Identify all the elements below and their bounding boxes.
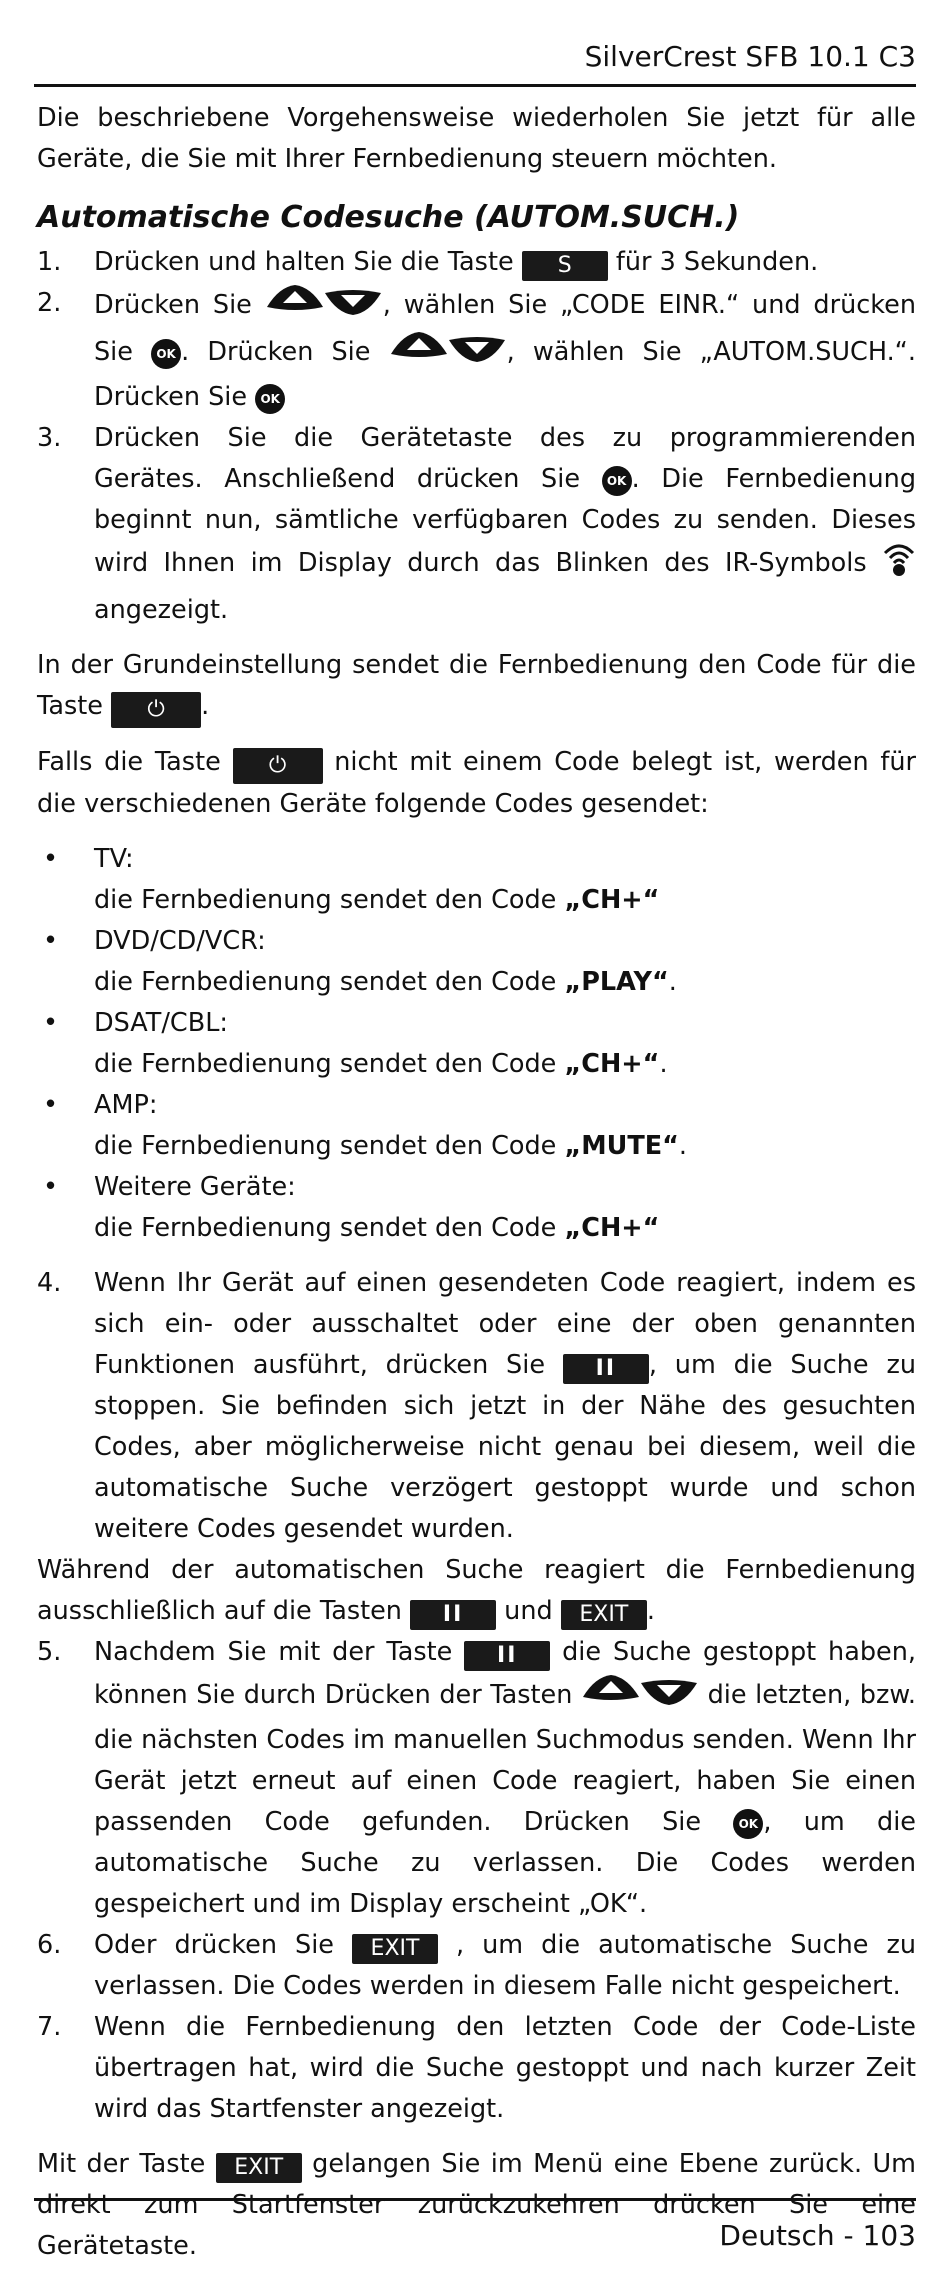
device-text: die Fernbedienung sendet den Code: [94, 1213, 565, 1243]
device-item: [37, 1003, 916, 1085]
exit-key-icon: EXIT: [352, 1934, 438, 1964]
exit-key-icon: EXIT: [561, 1600, 647, 1630]
up-down-arrows-icon: [265, 283, 383, 330]
paragraph-text: und: [496, 1596, 561, 1626]
paragraph-text: Mit der Taste: [37, 2149, 216, 2179]
device-code: „PLAY“: [564, 967, 669, 997]
falls-paragraph: [37, 742, 916, 825]
device-item: [37, 1085, 916, 1167]
power-key-icon: ⏻: [233, 748, 323, 784]
device-code: „MUTE“: [564, 1131, 679, 1161]
step-text: , um die automatische Suche zu verlassen. Die Codes werden gespeichert und im Display erscheint „OK“.: [94, 1807, 916, 1919]
step-text: Drücken und halten Sie die Taste: [94, 247, 522, 277]
up-down-arrows-icon: [581, 1673, 699, 1720]
step-text: . Drücken Sie: [181, 337, 389, 367]
step-text: Wenn die Fernbedienung den letzten Code der Code-Liste übertragen hat, wird die Suche gestoppt und nach kurzer Zeit wird das Startfenster angezeigt.: [94, 2012, 916, 2124]
step-number: 1.: [37, 247, 62, 277]
step-text: , um die Suche zu stoppen. Sie befinden sich jetzt in der Nähe des gesuchten Codes, aber möglicherweise nicht genau bei diesem, weil die automatische Suche verzögert gestoppt wurde und schon weitere Codes gesendet wurden.: [94, 1350, 916, 1544]
device-text: die Fernbedienung sendet den Code: [94, 967, 565, 997]
paragraph-text: Falls die Taste: [37, 747, 233, 777]
device-name: AMP:: [94, 1090, 158, 1120]
exit-key-icon: EXIT: [216, 2153, 302, 2183]
paragraph-text: .: [201, 691, 210, 721]
waehrend-paragraph: [37, 1550, 916, 1632]
power-key-icon: ⏻: [111, 692, 201, 728]
up-down-arrows-icon: [389, 330, 507, 377]
device-name: DVD/CD/VCR:: [94, 926, 266, 956]
device-end: .: [668, 967, 677, 997]
device-code-list: [37, 839, 916, 1249]
paragraph-text: In der Grundeinstellung sendet die Fernbedienung den Code für die Taste: [37, 650, 916, 721]
device-code-line: [94, 880, 916, 921]
step-number: 6.: [37, 1930, 62, 1960]
bullet: •: [43, 844, 59, 874]
bullet: •: [43, 1008, 59, 1038]
intro-paragraph: Die beschriebene Vorgehensweise wiederholen Sie jetzt für alle Geräte, die Sie mit Ihrer Fernbedienung steuern möchten.: [37, 103, 916, 174]
device-code: „CH+“: [564, 1213, 660, 1243]
step-text: Drücken Sie die Gerätetaste des zu programmierenden Gerätes. Anschließend drücken Sie: [94, 423, 916, 494]
device-name: DSAT/CBL:: [94, 1008, 229, 1038]
device-text: die Fernbedienung sendet den Code: [94, 1049, 565, 1079]
device-item: [37, 839, 916, 921]
step-number: 5.: [37, 1637, 62, 1667]
device-text: die Fernbedienung sendet den Code: [94, 885, 565, 915]
step-number: 2.: [37, 288, 62, 318]
step-text: angezeigt.: [94, 595, 229, 625]
s-key-icon: S: [522, 251, 608, 281]
ok-button-icon: OK: [151, 339, 181, 369]
step-6: [37, 1925, 916, 2007]
step-number: 4.: [37, 1268, 62, 1298]
device-item: [37, 1167, 916, 1249]
ir-signal-icon: [882, 541, 916, 590]
step-text: für 3 Sekunden.: [607, 247, 819, 277]
step-text: , um die automatische Suche zu verlassen. Die Codes werden in diesem Falle nicht gespeichert.: [94, 1930, 916, 2001]
device-end: .: [678, 1131, 688, 1161]
step-number: 7.: [37, 2012, 62, 2042]
step-number: 3.: [37, 423, 62, 453]
ok-button-icon: OK: [733, 1809, 763, 1839]
paragraph-text: .: [646, 1596, 655, 1626]
bullet: •: [43, 1090, 59, 1120]
step-text: Drücken Sie: [94, 290, 265, 320]
page-footer: [34, 2198, 916, 2269]
step-3: [37, 418, 916, 631]
step-7: [37, 2007, 916, 2130]
grundeinstellung-paragraph: [37, 645, 916, 728]
device-name: TV:: [94, 844, 134, 874]
step-text: Oder drücken Sie: [94, 1930, 352, 1960]
device-code-line: [94, 1126, 916, 1167]
pause-key-icon: II: [410, 1600, 496, 1630]
step-2: [37, 283, 916, 418]
bullet: •: [43, 1172, 59, 1202]
device-code-line: [94, 1208, 916, 1249]
device-text: die Fernbedienung sendet den Code: [94, 1131, 565, 1161]
page-header: [34, 40, 916, 87]
step-text: . Die Fernbedienung beginnt nun, sämtliche verfügbaren Codes zu senden. Dieses wird Ihnen im Display durch das Blinken des IR-Symbols: [94, 464, 916, 578]
step-text: , wählen Sie „AUTOM.SUCH.“. Drücken Sie: [94, 337, 916, 412]
section-title: Automatische Codesuche (AUTOM.SUCH.): [37, 200, 740, 235]
step-text: , wählen Sie „CODE EINR.“ und drücken Sie: [94, 290, 916, 367]
bullet: •: [43, 926, 59, 956]
pause-key-icon: II: [563, 1354, 649, 1384]
ok-button-icon: OK: [602, 466, 632, 496]
device-code-line: [94, 962, 916, 1003]
device-code: „CH+“: [564, 1049, 660, 1079]
ok-button-icon: OK: [255, 384, 285, 414]
device-end: .: [659, 1049, 668, 1079]
device-item: [37, 921, 916, 1003]
page-number: Deutsch - 103: [719, 2219, 916, 2252]
paragraph-text: nicht mit einem Code belegt ist, werden für die verschiedenen Geräte folgende Codes gesendet:: [37, 747, 916, 819]
step-4: [37, 1263, 916, 1550]
step-text: die letzten, bzw. die nächsten Codes im manuellen Suchmodus senden. Wenn Ihr Gerät jetzt erneut auf einen Code reagiert, haben Sie einen passenden Code gefunden. Drücken Sie: [94, 1680, 916, 1837]
step-1: [37, 242, 916, 283]
device-name: Weitere Geräte:: [94, 1172, 296, 1202]
device-code-line: [94, 1044, 916, 1085]
pause-key-icon: II: [464, 1641, 550, 1671]
step-5: [37, 1632, 916, 1925]
header-title: SilverCrest SFB 10.1 C3: [584, 40, 916, 73]
paragraph-text: Während der automatischen Suche reagiert die Fernbedienung ausschließlich auf die Tasten: [37, 1555, 916, 1626]
step-text: die Suche gestoppt haben, können Sie durch Drücken der Tasten: [94, 1637, 916, 1710]
device-code: „CH+“: [564, 885, 660, 915]
step-text: Wenn Ihr Gerät auf einen gesendeten Code reagiert, indem es sich ein- oder ausschaltet oder eine der oben genannten Funktionen ausführt, drücken Sie: [94, 1268, 916, 1380]
step-text: Nachdem Sie mit der Taste: [94, 1637, 465, 1667]
paragraph-text: gelangen Sie im Menü eine Ebene zurück. Um direkt zum Startfenster zurückzukehren drücken Sie eine Gerätetaste.: [37, 2149, 917, 2261]
page-body: [37, 98, 916, 2267]
